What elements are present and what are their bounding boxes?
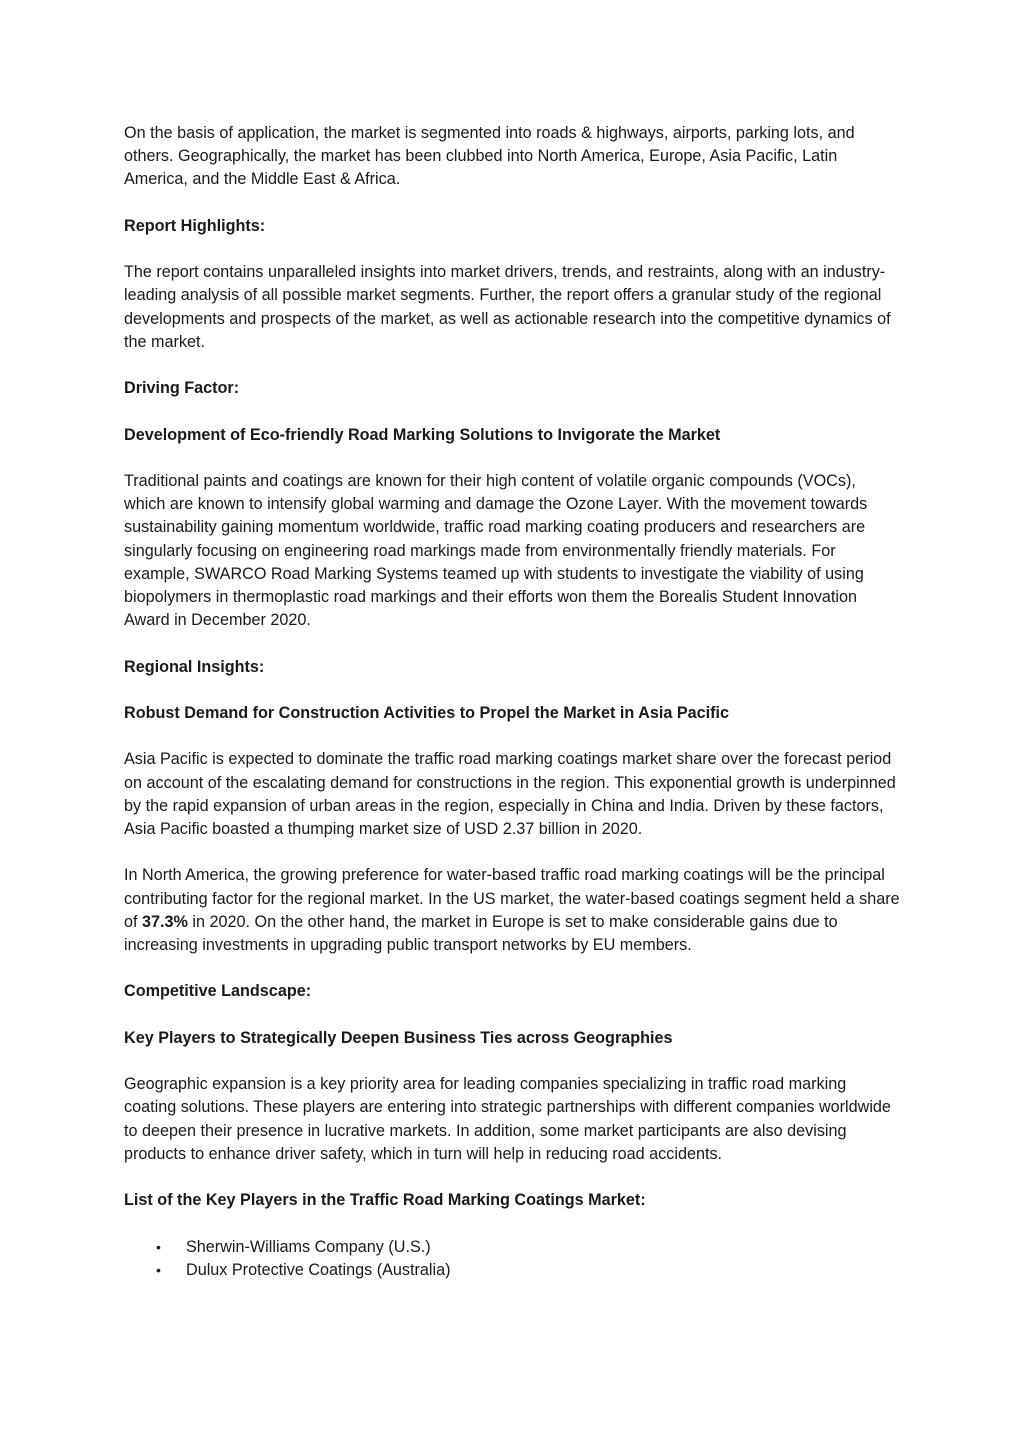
regional-asia-paragraph: Asia Pacific is expected to dominate the traffic road marking coatings market share over the forecast period on account of the escalating demand for constructions in the region. This exponential growth is underpinned by the rapid expansion of urban areas in the region, especially in China and India. Driven by these factors, Asia Pacific boasted a thumping market size of USD 2.37 billion in 2020. xyxy=(124,750,896,838)
list-item xyxy=(124,1236,900,1259)
report-highlights-heading: Report Highlights: xyxy=(124,216,266,235)
competitive-paragraph: Geographic expansion is a key priority area for leading companies specializing in traffic road marking coating solutions. These players are entering into strategic partnerships with different companies worldwide to deepen their presence in lucrative markets. In addition, some market participants are also devising products to enhance driver safety, which in turn will help in reducing road accidents. xyxy=(124,1075,891,1163)
bullet-icon: • xyxy=(156,1261,161,1278)
driving-factor-subheading: Development of Eco-friendly Road Marking Solutions to Invigorate the Market xyxy=(124,425,721,444)
key-players-heading: List of the Key Players in the Traffic Road Marking Coatings Market: xyxy=(124,1191,646,1210)
competitive-landscape-heading: Competitive Landscape: xyxy=(124,982,312,1001)
list-item xyxy=(124,1259,900,1282)
na-text-before: In North America, the growing preference for water-based traffic road marking coatings will be the principal contributing factor for the regional market. In the US market, the water-based coatings segment held a share of xyxy=(124,866,900,931)
document-page xyxy=(124,122,900,1282)
driving-factor-paragraph: Traditional paints and coatings are known for their high content of volatile organic compounds (VOCs), which are known to intensify global warming and damage the Ozone Layer. With the movement towards sustainability gaining momentum worldwide, traffic road marking coating producers and researchers are singularly focusing on engineering road markings made from environmentally friendly materials. For example, SWARCO Road Marking Systems teamed up with students to investigate the viability of using biopolymers in thermoplastic road markings and their efforts won them the Borealis Student Innovation Award in December 2020. xyxy=(124,471,868,630)
list-item-label: Dulux Protective Coatings (Australia) xyxy=(186,1260,451,1279)
regional-north-america-paragraph xyxy=(124,864,900,957)
driving-factor-heading: Driving Factor: xyxy=(124,379,240,398)
regional-insights-heading: Regional Insights: xyxy=(124,657,265,676)
na-text-after: in 2020. On the other hand, the market in Europe is set to make considerable gains due to increasing investments in upgrading public transport networks by EU members. xyxy=(124,912,838,954)
regional-insights-subheading: Robust Demand for Construction Activities to Propel the Market in Asia Pacific xyxy=(124,703,730,722)
application-paragraph: On the basis of application, the market is segmented into roads & highways, airports, parking lots, and others. Geographically, the market has been clubbed into North America, Europe, Asia Pacific, Latin America, and the Middle East & Africa. xyxy=(124,124,855,189)
report-highlights-paragraph: The report contains unparalleled insights into market drivers, trends, and restraints, along with an industry-leading analysis of all possible market segments. Further, the report offers a granular study of the regional developments and prospects of the market, as well as actionable research into the competitive dynamics of the market. xyxy=(124,263,891,351)
competitive-landscape-subheading: Key Players to Strategically Deepen Business Ties across Geographies xyxy=(124,1028,673,1047)
list-item-label: Sherwin-Williams Company (U.S.) xyxy=(186,1237,431,1256)
key-players-list xyxy=(124,1236,900,1282)
na-share-value: 37.3% xyxy=(142,912,188,931)
bullet-icon: • xyxy=(156,1238,161,1255)
